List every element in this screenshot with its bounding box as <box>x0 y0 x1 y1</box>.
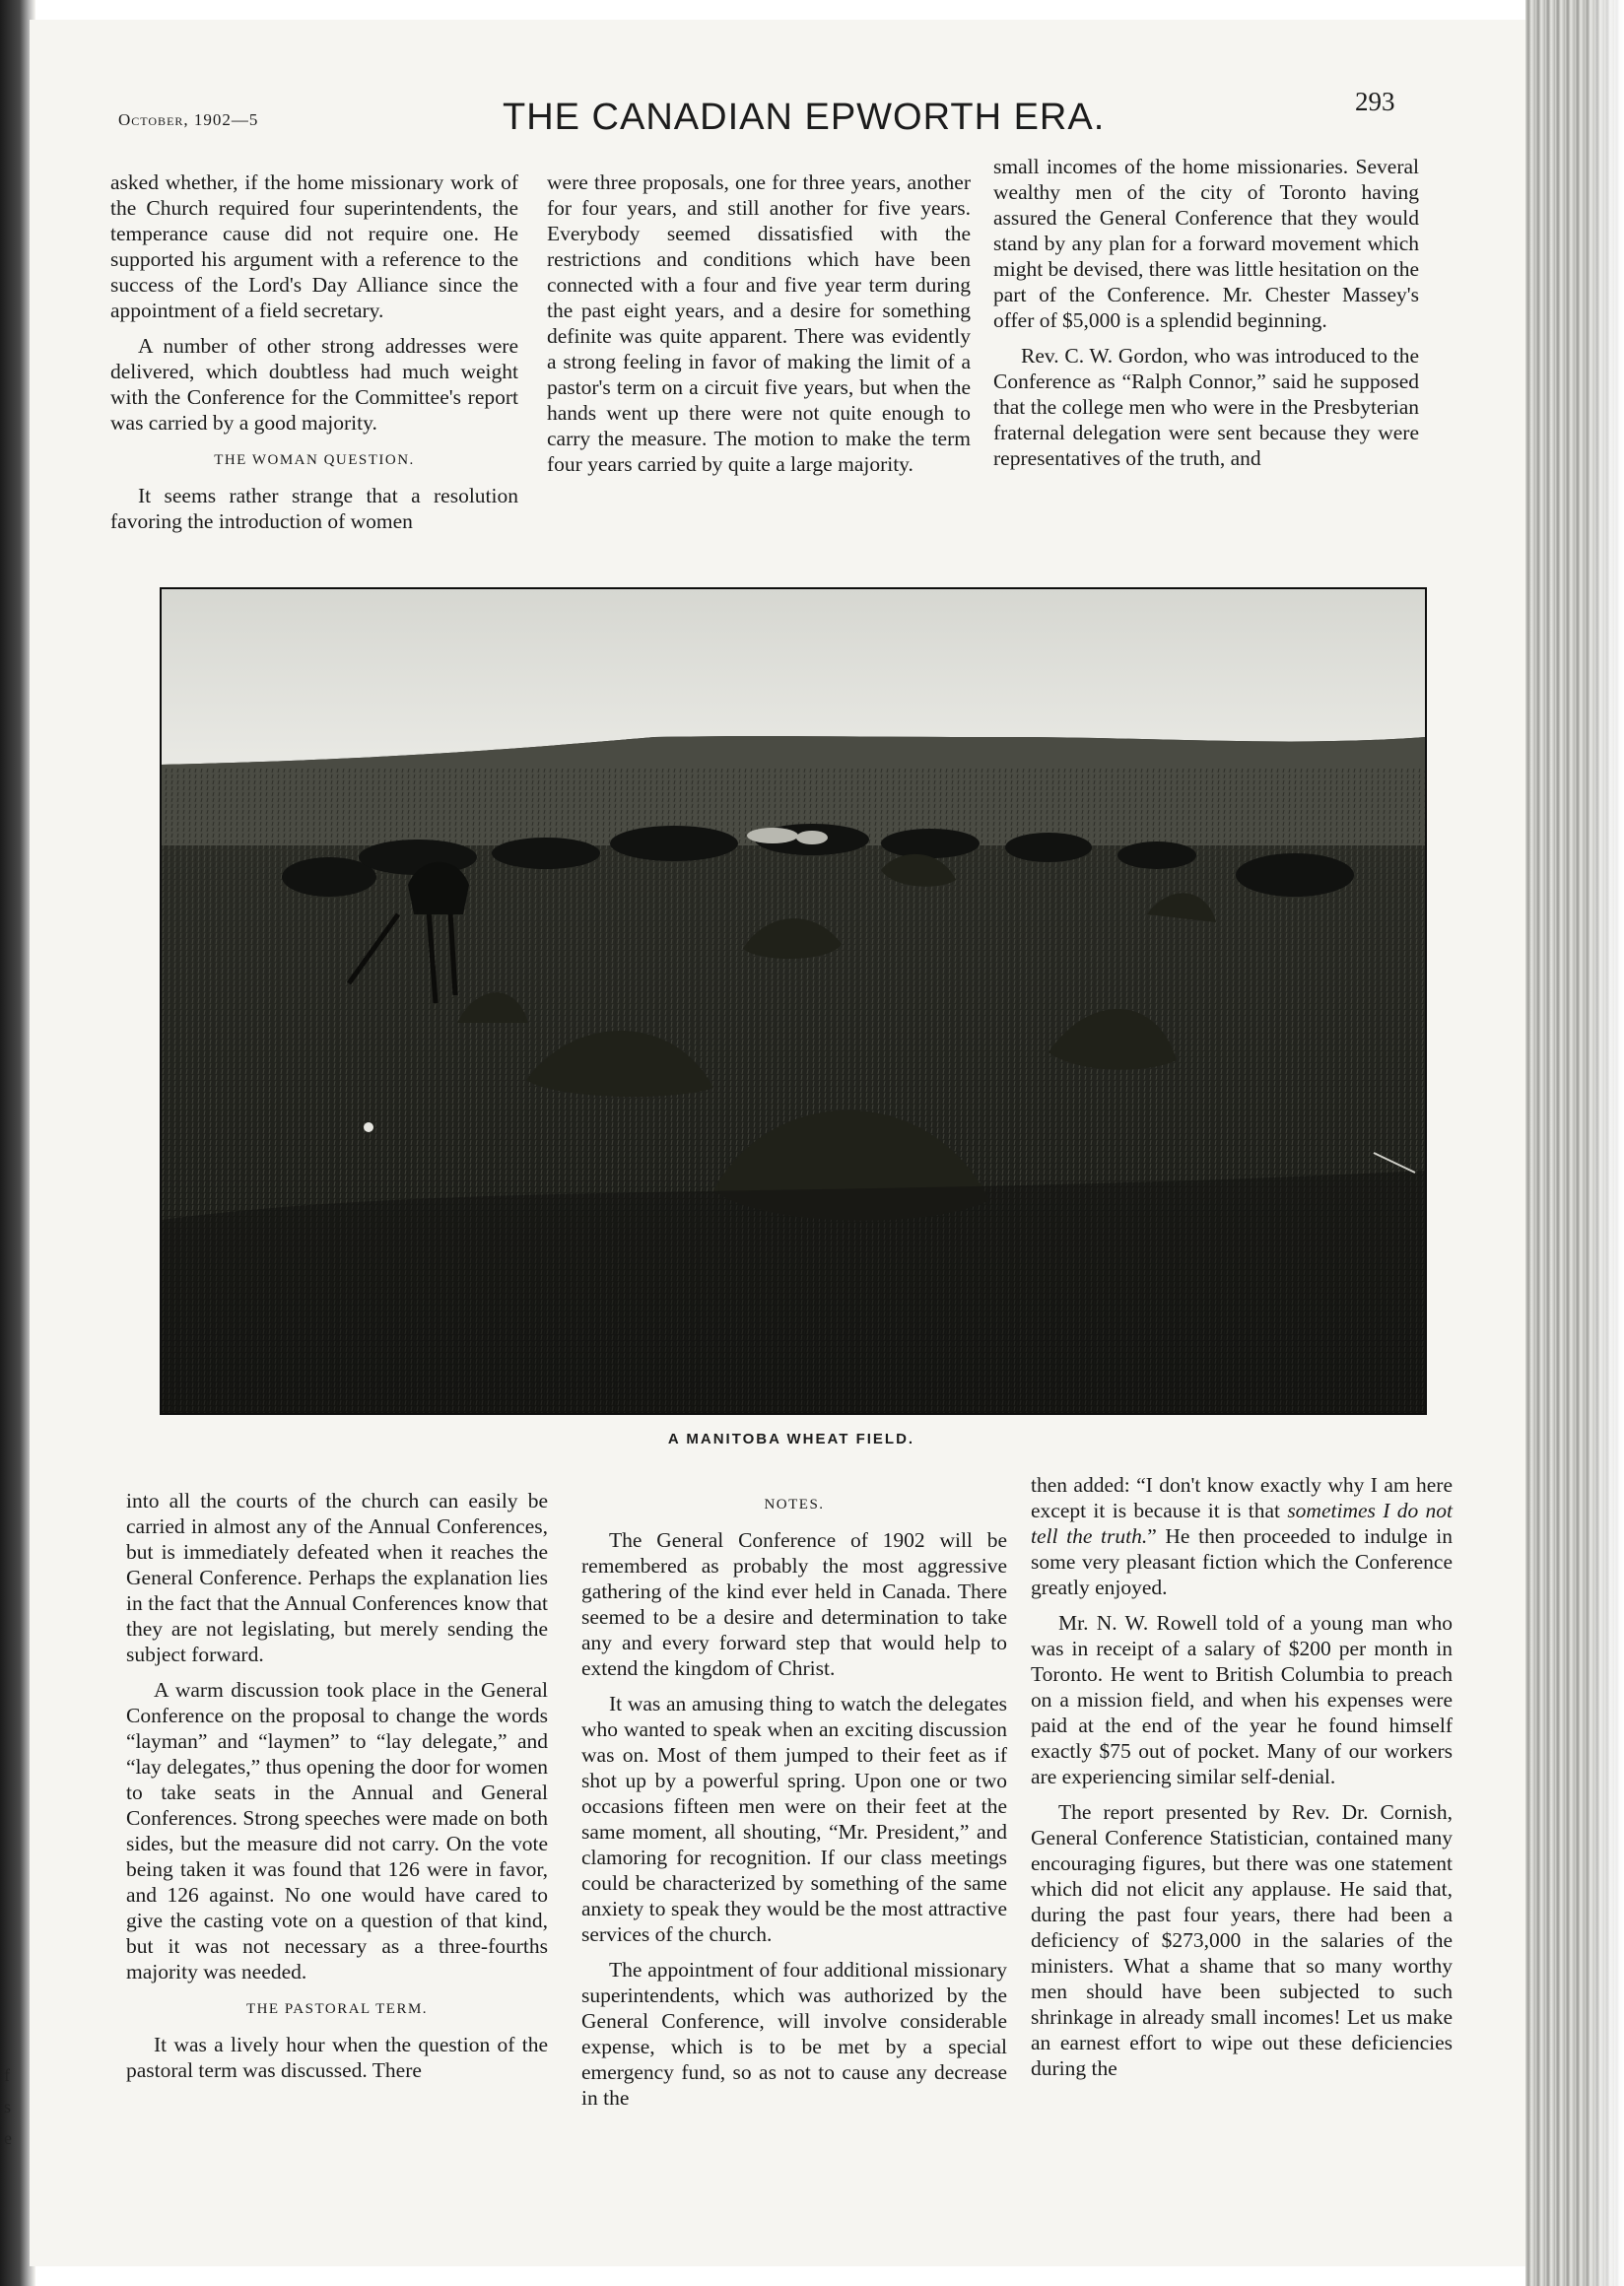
paragraph: small incomes of the home missionaries. Several wealthy men of the city of Toronto having assured the General Conference that they would stand by any plan for a forward movement which might be devised, there was little hesitation on the part of the Conference. Mr. Chester Massey's offer of $5,000 is a splendid beginning. <box>993 155 1419 332</box>
lower-column-1 <box>126 1488 548 2093</box>
paragraph: Rev. C. W. Gordon, who was introduced to the Conference as “Ralph Connor,” said he supposed that the college men who were in the Presbyterian fraternal delegation were sent because they were representatives of the truth, and <box>993 344 1419 470</box>
paragraph: Mr. N. W. Rowell told of a young man who was in receipt of a salary of $200 per month in Toronto. He went to British Columbia to preach on a mission field, and when his expenses were paid at the end of the year he found himself exactly $75 out of pocket. Many of our workers are experiencing similar self-denial. <box>1031 1611 1453 1788</box>
lower-column-3 <box>1031 1472 1453 2091</box>
text-run: ” He then proceeded to indulge in some very pleasant fiction which the Conference greatly enjoyed. <box>1031 1524 1453 1599</box>
facing-page-edge-letters <box>4 2059 18 2154</box>
upper-column-3 <box>993 154 1419 481</box>
paragraph: It was a lively hour when the question of the pastoral term was discussed. There <box>126 2033 548 2082</box>
paragraph: The report presented by Rev. Dr. Cornish, General Conference Statistician, contained many encouraging figures, but there was one statement which did not elicit any applause. He said that, during the past four years, there had been a deficiency of $273,000 in the salaries of the ministers. What a shame that so many worthy men should have been subjected to such shrinkage in already small incomes! Let us make an earnest effort to wipe out these deficiencies during the <box>1031 1800 1453 2080</box>
page-number: 293 <box>1355 87 1395 116</box>
edge-letter: s <box>4 2097 12 2117</box>
text-run: then added: “I don't know exactly why I am here except it is because it is that <box>1031 1473 1453 1522</box>
upper-column-2 <box>547 169 971 487</box>
paragraph: It seems rather strange that a resolution favoring the introduction of women <box>110 484 518 533</box>
paragraph: A number of other strong addresses were delivered, which doubtless had much weight with the Conference for the Committee's report was carried by a good majority. <box>110 334 518 435</box>
italic-quote: sometimes I do not tell the truth. <box>1031 1499 1454 1548</box>
paragraph: asked whether, if the home missionary work of the Church required four superintendents, the temperance cause did not require one. He supported his argument with a reference to the success of the Lord's Day Alliance since the appointment of a field secretary. <box>110 170 518 322</box>
paragraph: were three proposals, one for three years, another for four years, and still another for five years. Everybody seemed dissatisfied with the restrictions and conditions which have been connected with a four and five year term during the past eight years, and a desire for something definite was quite apparent. There was evidently a strong feeling in favor of making the limit of a pastor's term on a circuit five years, but when the hands went up there were not quite enough to carry the measure. The motion to make the term four years carried by quite a large majority. <box>547 170 971 476</box>
running-head <box>118 81 1399 138</box>
edge-letter: e <box>4 2128 12 2148</box>
edge-letter: f <box>4 2065 10 2085</box>
book-binding-edge <box>1525 0 1624 2286</box>
paragraph <box>1031 1472 1453 1600</box>
paragraph: The General Conference of 1902 will be remembered as probably the most aggressive gathering of the kind ever held in Canada. There seemed to be a desire and determination to take any and every forward step that would help to extend the kingdom of Christ. <box>581 1528 1007 1680</box>
upper-column-1 <box>110 169 518 544</box>
paragraph: into all the courts of the church can easily be carried in almost any of the Annual Conferences, but is immediately defeated when it reaches the General Conference. Perhaps the explanation lies in the fact that the Annual Conferences know that they are not legislating, but merely sending the subject forward. <box>126 1489 548 1666</box>
paragraph: A warm discussion took place in the General Conference on the proposal to change the words “layman” and “laymen” to “lay delegate,” and “lay delegates,” thus opening the door for women to take seats in the Annual and General Conferences. Strong speeches were made on both sides, but the measure did not carry. On the vote being taken it was found that 126 were in favor, and 126 against. No one would have cared to give the casting vote on a question of that kind, but it was not necessary as a three-fourths majority was needed. <box>126 1678 548 1983</box>
section-heading-pastoral-term: THE PASTORAL TERM. <box>245 2001 429 2017</box>
paragraph: It was an amusing thing to watch the delegates who wanted to speak when an exciting discussion was on. Most of them jumped to their feet as if shot up by a powerful spring. Upon one or two occasions fifteen men were on their feet at the same moment, all shouting, “Mr. President,” and clamoring for recognition. If our class meetings could be characterized by something of the same anxiety to speak they would be the most attractive services of the church. <box>581 1692 1007 1946</box>
paragraph: The appointment of four additional missionary superintendents, which was authorized by the General Conference, will involve considerable expense, which is to be met by a special emergency fund, so as not to cause any decrease in the <box>581 1958 1007 2110</box>
section-heading-notes: NOTES. <box>764 1497 825 1513</box>
journal-title: THE CANADIAN EPWORTH ERA. <box>503 97 1106 138</box>
lower-column-2 <box>581 1486 1007 2120</box>
photo-caption: A MANITOBA WHEAT FIELD. <box>667 1431 915 1447</box>
issue-date: October, 1902—5 <box>118 110 259 129</box>
photo-illustration <box>162 589 1425 1413</box>
wheat-field-photograph <box>160 587 1427 1415</box>
section-heading-woman-question: THE WOMAN QUESTION. <box>214 452 415 468</box>
